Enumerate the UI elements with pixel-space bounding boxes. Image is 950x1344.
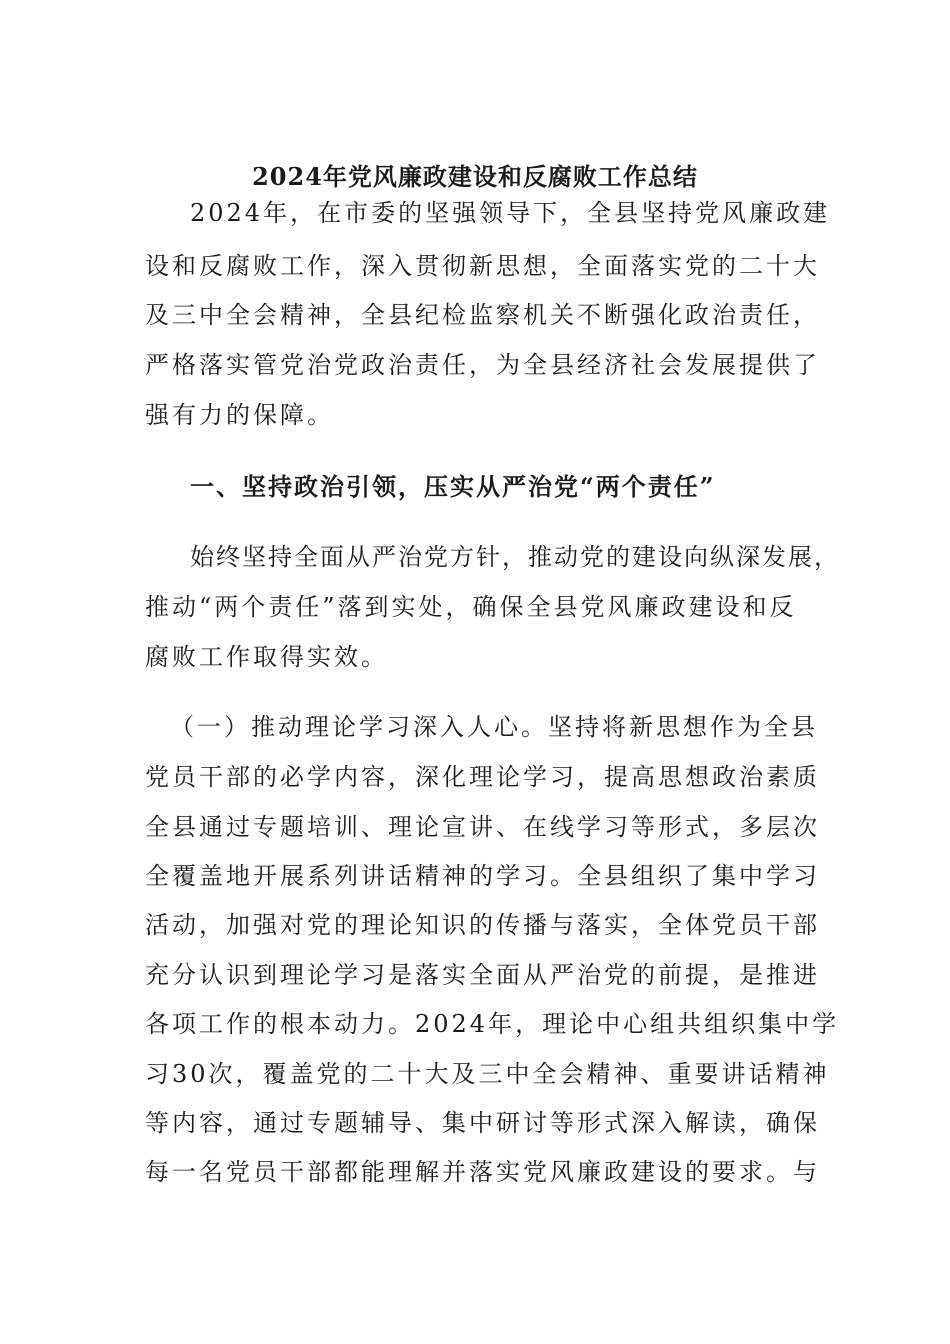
sub1-line-6: 充分认识到理论学习是落实全面从严治党的前提，是推进 bbox=[145, 961, 820, 989]
sub1-line-9: 等内容，通过专题辅导、集中研讨等形式深入解读，确保 bbox=[145, 1109, 820, 1137]
sub1-line-2: 党员干部的必学内容，深化理论学习，提高思想政治素质 bbox=[145, 763, 820, 791]
sub1-line-1: （一）推动理论学习深入人心。坚持将新思想作为全县 bbox=[170, 713, 818, 741]
document-title: 2024年党风廉政建设和反腐败工作总结 bbox=[252, 162, 698, 191]
sub1-line-8: 习30次，覆盖党的二十大及三中全会精神、重要讲话精神 bbox=[145, 1060, 830, 1088]
section1-line-2: 推动“两个责任”落到实处，确保全县党风廉政建设和反 bbox=[145, 593, 797, 621]
intro-line-3: 及三中全会精神，全县纪检监察机关不断强化政治责任， bbox=[145, 301, 820, 329]
sub1-line-5: 活动，加强对党的理论知识的传播与落实，全体党员干部 bbox=[145, 911, 820, 939]
section1-line-3: 腐败工作取得实效。 bbox=[145, 643, 388, 671]
intro-line-2: 设和反腐败工作，深入贯彻新思想，全面落实党的二十大 bbox=[145, 252, 820, 280]
intro-line-5: 强有力的保障。 bbox=[145, 401, 334, 429]
intro-line-4: 严格落实管党治党政治责任，为全县经济社会发展提供了 bbox=[145, 351, 820, 379]
sub1-line-10: 每一名党员干部都能理解并落实党风廉政建设的要求。与 bbox=[145, 1158, 820, 1186]
section1-line-1: 始终坚持全面从严治党方针，推动党的建设向纵深发展， bbox=[190, 543, 840, 571]
section-heading-1: 一、坚持政治引领，压实从严治党“两个责任” bbox=[190, 472, 716, 501]
sub1-line-4: 全覆盖地开展系列讲话精神的学习。全县组织了集中学习 bbox=[145, 862, 820, 890]
sub1-line-7: 各项工作的根本动力。2024年，理论中心组共组织集中学 bbox=[145, 1010, 840, 1038]
sub1-line-3: 全县通过专题培训、理论宣讲、在线学习等形式，多层次 bbox=[145, 813, 820, 841]
intro-line-1: 2024年，在市委的坚强领导下，全县坚持党风廉政建 bbox=[190, 199, 831, 227]
